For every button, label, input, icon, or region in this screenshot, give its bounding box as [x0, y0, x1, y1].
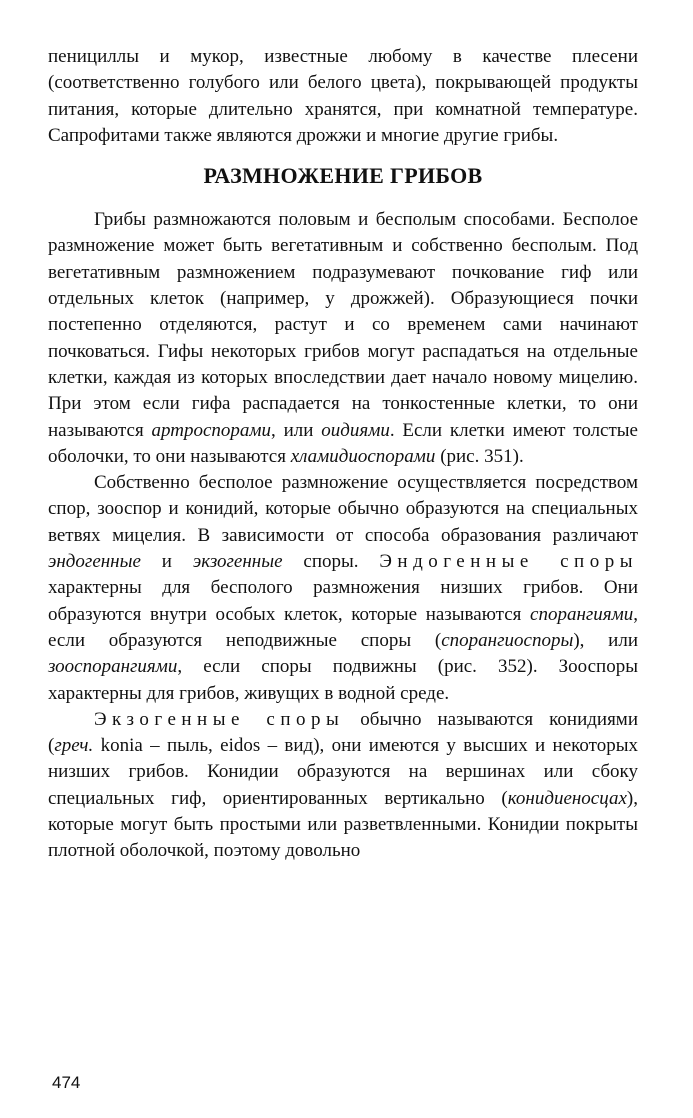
- intro-paragraph: пенициллы и мукор, известные любому в качестве плесени (соответственно голубого или белого цвета), покрывающей продукты питания, которые длительно хранятся, при комнатной температуре. Сапрофитами также являются дрожжи и многие другие грибы.: [48, 46, 638, 146]
- term-greek: греч.: [54, 735, 94, 757]
- term-sporangiospores: спорангиоспоры: [441, 629, 574, 651]
- text-fragment: Грибы размножаются половым и бесполым способами. Бесполое размножение может быть вегетативным и собственно бесполым. Под вегетативным размножением подразумевают почкование гиф или отдельных клеток (например, у дрожжей). Образующиеся почки постепенно отделяются, растут и со временем сами начинают почковаться. Гифы некоторых грибов могут распадаться на отдельные клетки, каждая из которых впоследствии дает начало новому мицелию. При этом если гифа распадается на тонкостенные клетки, то они называются: [48, 209, 638, 441]
- text-fragment: , или: [271, 419, 322, 441]
- text-fragment: ), или: [573, 629, 638, 651]
- term-exogenous: экзогенные: [192, 551, 283, 573]
- text-fragment: обычно называются конидиями (: [48, 708, 638, 757]
- text-fragment: (рис. 351).: [435, 445, 524, 467]
- term-chlamydospores: хламидиоспорами: [290, 445, 436, 467]
- text-fragment: характерны для бесполого размножения низших грибов. Они образуются внутри особых клеток, которые называются: [48, 577, 638, 625]
- paragraph-conidia: [48, 707, 638, 865]
- term-arthrospores: артроспорами: [151, 419, 272, 441]
- section-title: РАЗМНОЖЕНИЕ ГРИБОВ: [203, 163, 483, 189]
- text-fragment: споры.: [282, 551, 380, 573]
- text-fragment: . Если клетки имеют толстые оболочки, то они называются: [48, 419, 638, 467]
- spaced-term-exogenous-spores: Экзогенные споры: [94, 708, 345, 730]
- text-fragment: , если споры подвижны (рис. 352). Зооспоры характерны для грибов, живущих в водной среде.: [48, 656, 638, 704]
- text-fragment: Собственно бесполое размножение осуществляется посредством спор, зооспор и конидий, которые обычно образуются на специальных ветвях мицелия. В зависимости от способа образования различают: [48, 472, 638, 546]
- paragraph-asexual-spores: [48, 470, 638, 707]
- text-fragment: , если образуются неподвижные споры (: [48, 603, 638, 651]
- text-fragment: ), которые могут быть простыми или разветвленными. Конидии покрыты плотной оболочкой, поэтому довольно: [48, 787, 638, 862]
- term-conidiophores: конидиеносцах: [507, 787, 627, 809]
- paragraph-vegetative-reproduction: [48, 207, 638, 470]
- text-fragment: konia – пыль, eidos – вид), они имеются у высших и некоторых низших грибов. Конидии образуются на вершинах или сбоку специальных гиф, ориентированных вертикально (: [48, 735, 638, 809]
- term-zoosporangia: зооспорангиями: [48, 656, 178, 678]
- term-oidia: оидиями: [321, 419, 390, 441]
- text-fragment: и: [140, 551, 193, 573]
- page-body: [48, 44, 638, 865]
- page-number: 474: [52, 1073, 81, 1092]
- term-endogenous: эндогенные: [48, 551, 141, 573]
- term-sporangia: спорангиями: [530, 603, 634, 625]
- spaced-term-endogenous-spores: Эндогенные споры: [379, 551, 638, 573]
